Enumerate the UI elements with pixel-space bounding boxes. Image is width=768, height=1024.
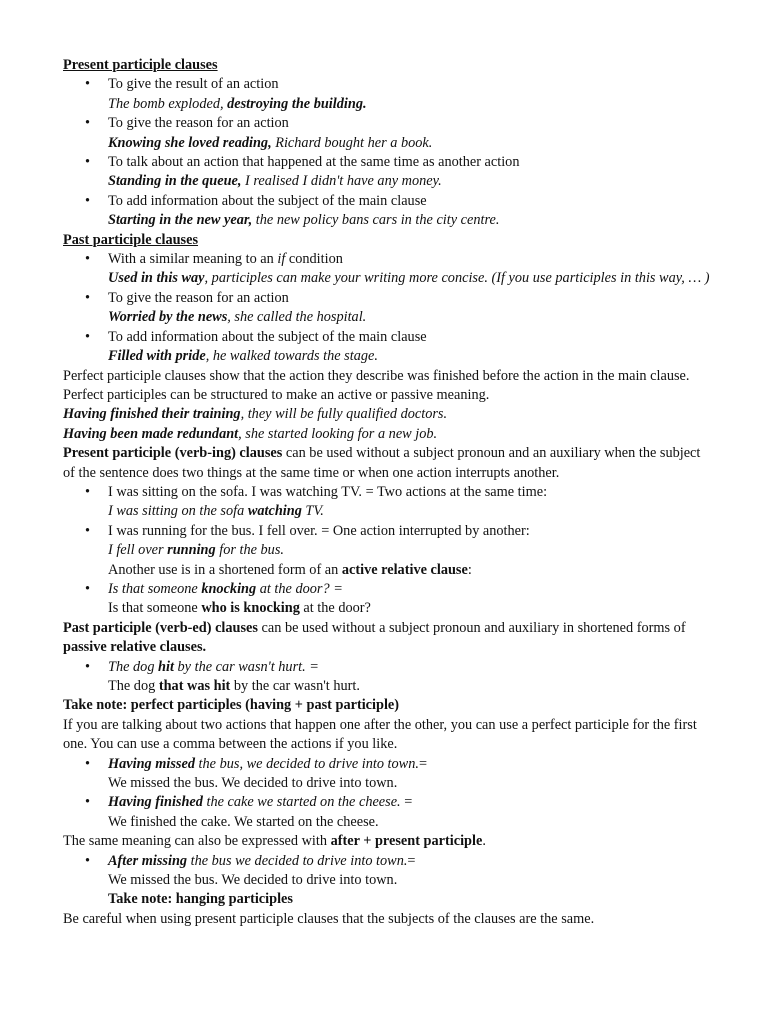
list-item: • To talk about an action that happened at the same time as another action Standing in the queue, I realised I didn't have any money. xyxy=(63,153,713,192)
list-item: • Having finished the cake we started on the cheese. = We finished the cake. We started on the cheese. xyxy=(63,793,713,832)
list-item: • Is that someone knocking at the door? = Is that someone who is knocking at the door? xyxy=(63,580,713,619)
example-line: Having been made redundant, she started looking for a new job. xyxy=(63,425,438,442)
list-item: • The dog hit by the car wasn't hurt. = The dog that was hit by the car wasn't hurt. xyxy=(63,658,713,697)
list-item: • Having missed the bus, we decided to drive into town.= We missed the bus. We decided to drive into town. xyxy=(63,755,713,794)
list-item: • To give the reason for an action Worried by the news, she called the hospital. xyxy=(63,289,713,328)
heading-past-participle: Past participle clauses xyxy=(63,231,199,248)
list-item: • To add information about the subject of the main clause Filled with pride, he walked towards the stage. xyxy=(63,328,713,367)
take-note-perfect-heading: Take note: perfect participles (having + past participle) xyxy=(63,697,400,714)
past-participle-paragraph: Past participle (verb-ed) clauses can be used without a subject pronoun and auxiliary in shortened forms of passive relative clauses. xyxy=(63,619,686,656)
list-item: • After missing the bus we decided to drive into town.= We missed the bus. We decided to drive into town. xyxy=(63,852,713,891)
same-meaning-line: The same meaning can also be expressed with after + present participle. xyxy=(63,833,486,850)
list-item: • With a similar meaning to an if condition Used in this way, participles can make your writing more concise. (If you use participles in this way, … ) xyxy=(63,250,713,289)
list-item: • To add information about the subject of the main clause Starting in the new year, the new policy bans cars in the city centre. xyxy=(63,192,713,231)
list-item: • I was sitting on the sofa. I was watching TV. = Two actions at the same time: I was sitting on the sofa watching TV. xyxy=(63,483,713,522)
document-page xyxy=(63,56,713,929)
perfect-participle-paragraph: Perfect participle clauses show that the action they describe was finished before the action in the main clause. Perfect participles can be structured to make an active or passive meaning. xyxy=(63,367,690,403)
list-item: • To give the result of an action The bomb exploded, destroying the building. xyxy=(63,75,713,114)
list-item: • I was running for the bus. I fell over. = One action interrupted by another: I fell over running for the bus. Another use is in a shortened form of an active relative clause: xyxy=(63,522,713,580)
list-item: • To give the reason for an action Knowing she loved reading, Richard bought her a book. xyxy=(63,114,713,153)
heading-present-participle: Present participle clauses xyxy=(63,57,218,73)
take-note-hanging-heading: Take note: hanging participles xyxy=(108,891,293,908)
hanging-participles-paragraph: Be careful when using present participle clauses that the subjects of the clauses are the same. xyxy=(63,910,595,927)
take-note-perfect-paragraph: If you are talking about two actions that happen one after the other, you can use a perfect participle for the first one. You can use a comma between the actions if you like. xyxy=(63,716,697,753)
example-line: Having finished their training, they will be fully qualified doctors. xyxy=(63,406,448,423)
present-participle-paragraph: Present participle (verb-ing) clauses can be used without a subject pronoun and an auxiliary when the subject of the sentence does two things at the same time or when one action interrupts another. xyxy=(63,445,701,481)
